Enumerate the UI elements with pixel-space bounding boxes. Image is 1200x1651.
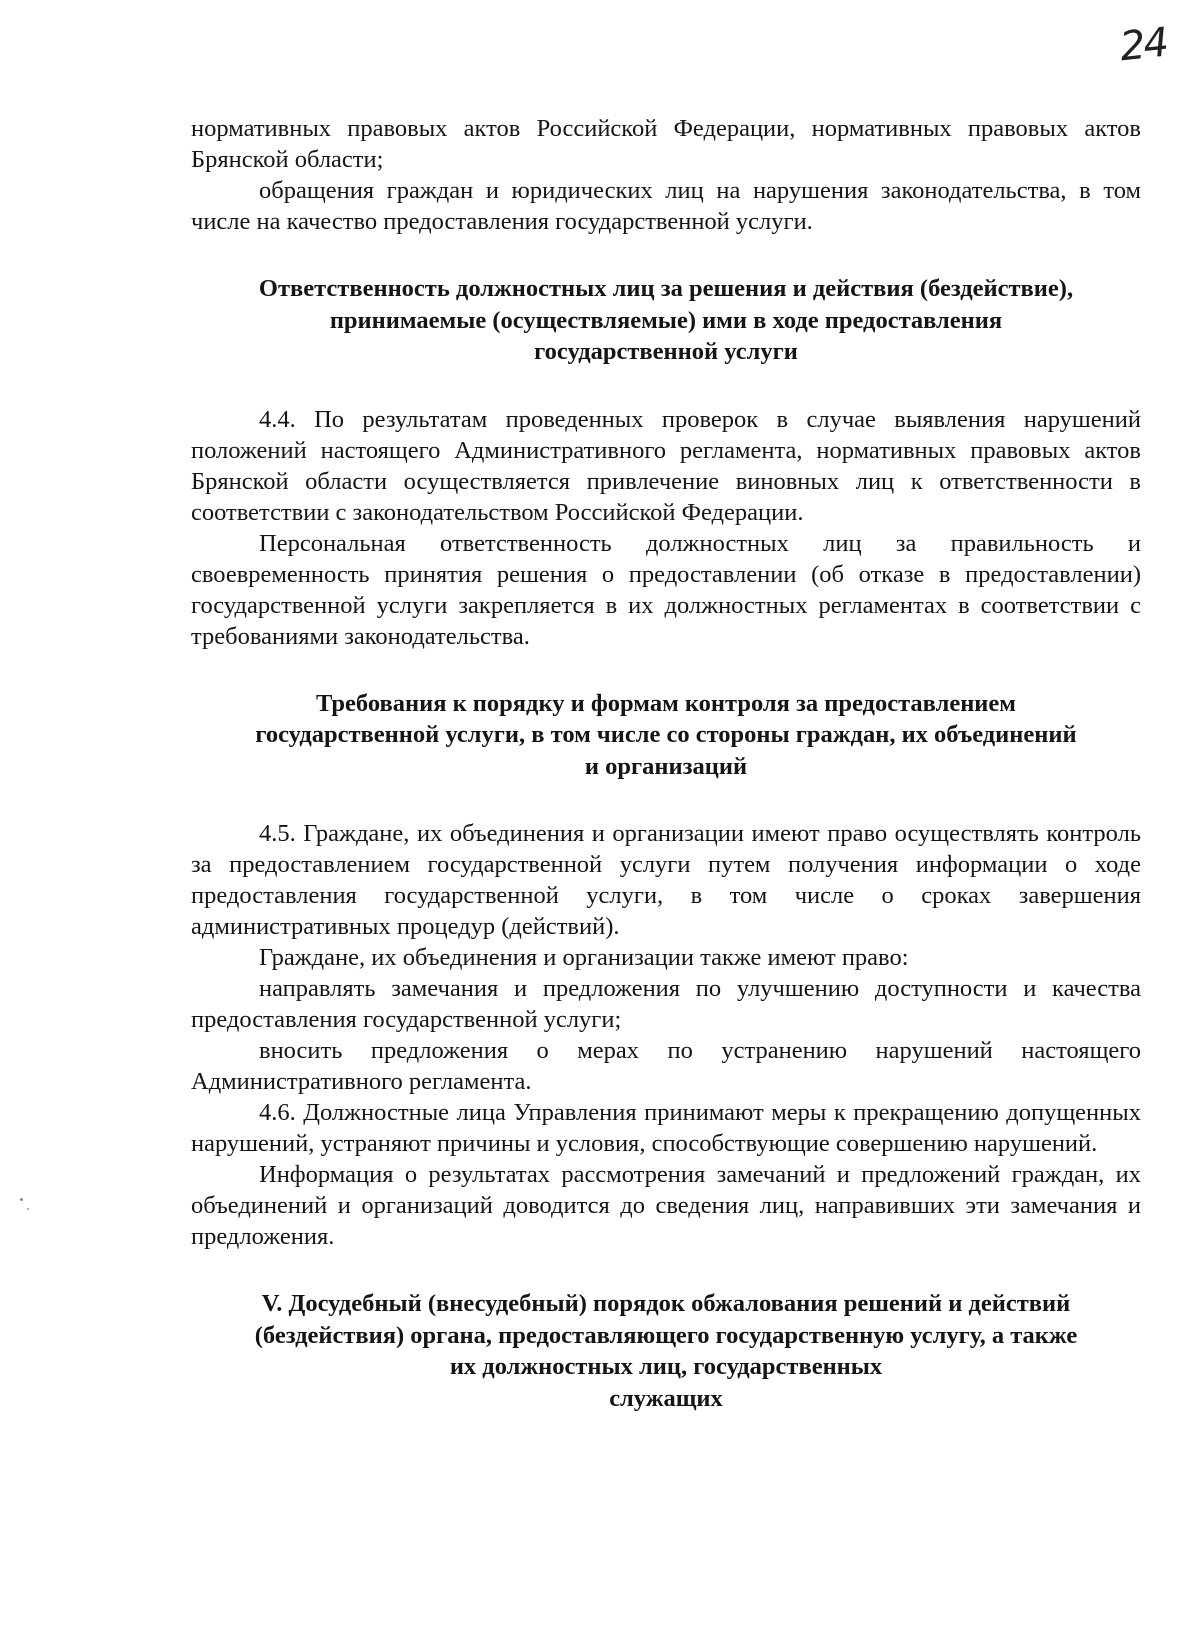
- scan-speck: [27, 1208, 29, 1210]
- page-number: 24: [1117, 19, 1170, 71]
- paragraph: нормативных правовых актов Российской Федерации, нормативных правовых актов Брянской области;: [191, 115, 1141, 173]
- paragraph: 4.5. Граждане, их объединения и организации имеют право осуществлять контроль за предоставлением государственной услуги путем получения информации о ходе предоставления государственной услуги, в том числе о сроках завершения административных процедур (действий).: [191, 820, 1141, 940]
- heading-line: принимаемые (осуществляемые) ими в ходе предоставления: [329, 306, 1003, 334]
- section-heading: [191, 688, 1141, 783]
- heading-line: государственной услуги, в том числе со стороны граждан, их объединений: [255, 721, 1077, 748]
- heading-line: служащих: [609, 1384, 723, 1412]
- paragraph: Персональная ответственность должностных лиц за правильность и своевременность принятия решения о предоставлении (об отказе в предоставлении) государственной услуги закрепляется в их должностных регламентах в соответствии с требованиями законодательства.: [191, 529, 1141, 650]
- heading-line: Требования к порядку и формам контроля за предоставлением: [316, 689, 1016, 717]
- heading-line: Ответственность должностных лиц за решения и действия (бездействие),: [258, 275, 1074, 302]
- paragraph: обращения граждан и юридических лиц на нарушения законодательства, в том числе на качество предоставления государственной услуги.: [191, 177, 1141, 235]
- heading-line: их должностных лиц, государственных: [449, 1353, 883, 1380]
- paragraph: Информация о результатах рассмотрения замечаний и предложений граждан, их объединений и организаций доводится до сведения лиц, направивших эти замечания и предложения.: [191, 1161, 1141, 1250]
- heading-line: и организаций: [584, 752, 748, 780]
- paragraph: Граждане, их объединения и организации также имеют право:: [259, 944, 909, 971]
- document-body: [191, 113, 1141, 1414]
- paragraph: 4.6. Должностные лица Управления принимают меры к прекращению допущенных нарушений, устраняют причины и условия, способствующие совершению нарушений.: [191, 1099, 1141, 1157]
- paragraph: направлять замечания и предложения по улучшению доступности и качества предоставления государственной услуги;: [191, 975, 1141, 1033]
- paragraph: вносить предложения о мерах по устранению нарушений настоящего Административного регламента.: [191, 1037, 1141, 1095]
- section-heading: [191, 1288, 1141, 1414]
- scan-speck: [20, 1198, 23, 1201]
- heading-line: (бездействия) органа, предоставляющего государственную услугу, а также: [254, 1321, 1078, 1349]
- heading-line: V. Досудебный (внесудебный) порядок обжалования решений и действий: [261, 1290, 1071, 1317]
- heading-line: государственной услуги: [534, 338, 798, 365]
- paragraph: 4.4. По результатам проведенных проверок в случае выявления нарушений положений настоящего Административного регламента, нормативных правовых актов Брянской области осуществляется привлечение виновных лиц к ответственности в соответствии с законодательством Российской Федерации.: [191, 405, 1141, 526]
- section-heading: [191, 273, 1141, 368]
